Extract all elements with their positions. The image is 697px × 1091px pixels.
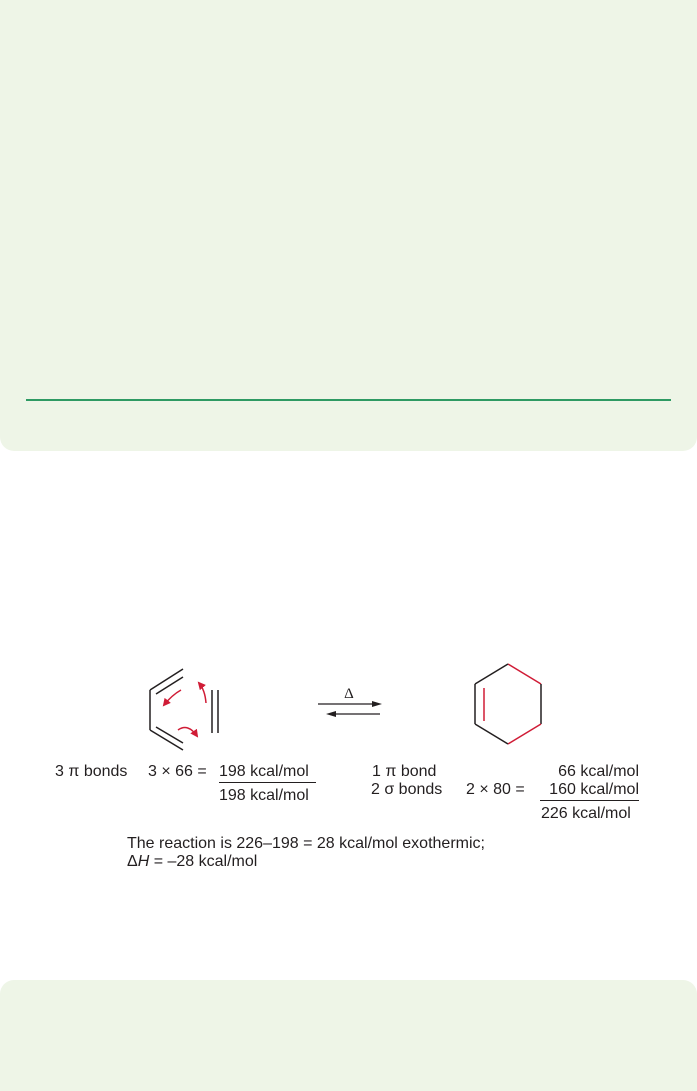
enthalpy-variable: H bbox=[137, 853, 150, 870]
heat-symbol: Δ bbox=[344, 686, 354, 702]
enthalpy-value: = –28 kcal/mol bbox=[149, 853, 258, 870]
diene-structure bbox=[150, 669, 183, 750]
panel-divider bbox=[26, 399, 671, 401]
electron-arrows bbox=[164, 683, 206, 736]
reactant-energy: 198 kcal/mol bbox=[219, 762, 316, 783]
product-pi-bond-label: 1 π bond bbox=[372, 763, 437, 780]
top-panel bbox=[0, 0, 697, 451]
bottom-panel bbox=[0, 980, 697, 1091]
delta-symbol: Δ bbox=[127, 853, 138, 870]
product-sigma-calculation: 2 × 80 = bbox=[466, 781, 525, 798]
product-pi-bond-energy: 66 kcal/mol bbox=[558, 763, 639, 780]
product-sigma-bond-label: 2 σ bonds bbox=[371, 781, 443, 798]
reactant-total: 198 kcal/mol bbox=[219, 787, 309, 804]
cyclohexene-structure bbox=[475, 664, 541, 744]
reaction-conclusion: The reaction is 226–198 = 28 kcal/mol exothermic; bbox=[127, 835, 485, 852]
dienophile-structure bbox=[212, 690, 218, 733]
enthalpy-change bbox=[127, 852, 257, 872]
reactant-calculation: 3 × 66 = bbox=[148, 763, 207, 780]
reactant-bond-count: 3 π bonds bbox=[55, 763, 128, 780]
reaction-scheme bbox=[0, 640, 697, 760]
product-sigma-energy: 160 kcal/mol bbox=[540, 780, 639, 801]
product-total: 226 kcal/mol bbox=[541, 805, 631, 822]
equilibrium-arrow bbox=[318, 701, 382, 717]
